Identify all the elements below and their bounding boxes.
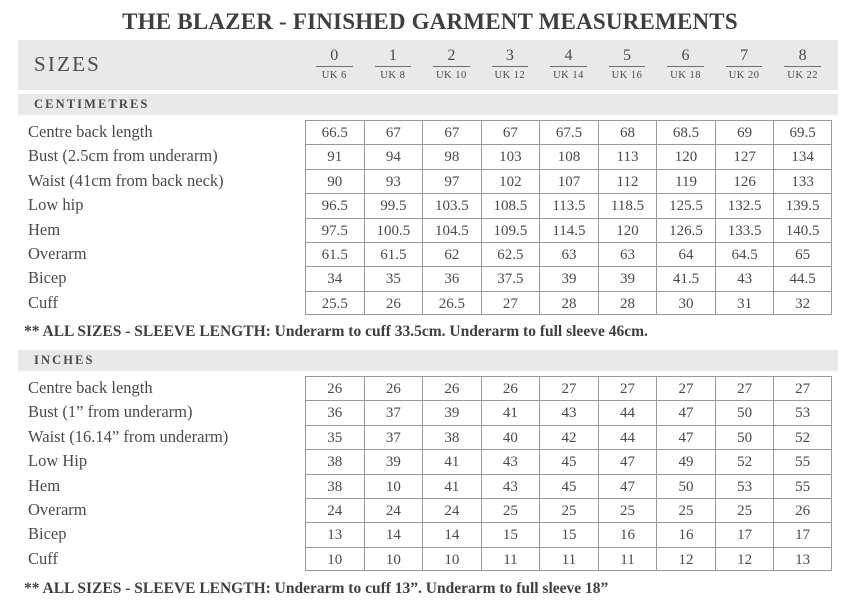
measurement-cell: 102 <box>481 169 540 193</box>
measurement-cell: 133.5 <box>715 218 774 242</box>
measurement-cell: 30 <box>656 291 715 315</box>
measurement-cell: 43 <box>481 449 540 473</box>
measurement-cell: 53 <box>715 474 774 498</box>
measurement-cell: 17 <box>715 522 774 546</box>
measurement-label: Centre back length <box>28 122 153 141</box>
size-number: 4 <box>550 46 587 67</box>
measurement-cell: 41.5 <box>656 266 715 290</box>
table-row <box>0 169 860 193</box>
measurement-cell: 44 <box>598 400 657 424</box>
measurement-cell: 64 <box>656 242 715 266</box>
measurement-cell: 52 <box>715 449 774 473</box>
measurement-cell: 41 <box>481 400 540 424</box>
measurement-label: Cuff <box>28 292 58 312</box>
measurement-cell: 26 <box>364 291 423 315</box>
size-uk-equivalent: UK 8 <box>380 70 406 81</box>
measurement-cell: 69 <box>715 120 774 144</box>
measurement-cell: 15 <box>539 522 598 546</box>
measurement-cell: 134 <box>773 144 832 168</box>
measurement-cell: 25 <box>539 498 598 522</box>
table-row <box>0 376 860 400</box>
measurement-cell: 10 <box>364 547 423 571</box>
measurement-values <box>305 522 832 546</box>
measurement-cell: 44.5 <box>773 266 832 290</box>
size-number: 3 <box>492 46 529 67</box>
measurement-label: Centre back length <box>28 378 153 397</box>
measurement-cell: 64.5 <box>715 242 774 266</box>
measurement-cell: 14 <box>364 522 423 546</box>
measurement-cell: 27 <box>598 376 657 400</box>
measurement-values <box>305 193 832 217</box>
size-uk-equivalent: UK 18 <box>670 70 701 81</box>
table-row <box>0 474 860 498</box>
measurement-cell: 14 <box>422 522 481 546</box>
measurement-cell: 114.5 <box>539 218 598 242</box>
measurement-label: Bicep <box>28 524 67 544</box>
measurement-cell: 37.5 <box>481 266 540 290</box>
table-row <box>0 218 860 242</box>
measurement-cell: 39 <box>539 266 598 290</box>
table-row <box>0 266 860 290</box>
measurement-cell: 47 <box>656 400 715 424</box>
measurement-cell: 41 <box>422 474 481 498</box>
measurement-cell: 42 <box>539 425 598 449</box>
table-row <box>0 547 860 571</box>
measurement-cell: 62.5 <box>481 242 540 266</box>
measurement-cell: 108 <box>539 144 598 168</box>
measurement-cell: 35 <box>305 425 364 449</box>
measurement-cell: 140.5 <box>773 218 832 242</box>
inches-table <box>0 376 860 571</box>
table-row <box>0 144 860 168</box>
measurement-label: Cuff <box>28 548 58 568</box>
size-column-header <box>422 46 481 81</box>
measurement-values <box>305 120 832 144</box>
measurement-cell: 93 <box>364 169 423 193</box>
measurement-cell: 108.5 <box>481 193 540 217</box>
size-column-header <box>364 46 423 81</box>
measurement-cell: 26 <box>364 376 423 400</box>
measurement-cell: 25 <box>715 498 774 522</box>
measurement-cell: 28 <box>539 291 598 315</box>
measurement-cell: 10 <box>305 547 364 571</box>
measurement-cell: 113 <box>598 144 657 168</box>
measurement-cell: 27 <box>481 291 540 315</box>
centimetres-table <box>0 120 860 315</box>
measurement-cell: 49 <box>656 449 715 473</box>
measurement-cell: 127 <box>715 144 774 168</box>
table-row <box>0 400 860 424</box>
size-number: 2 <box>433 46 470 67</box>
measurement-cell: 37 <box>364 400 423 424</box>
measurement-cell: 50 <box>715 400 774 424</box>
size-column-header <box>598 46 657 81</box>
measurement-cell: 103 <box>481 144 540 168</box>
measurement-cell: 52 <box>773 425 832 449</box>
measurement-cell: 91 <box>305 144 364 168</box>
measurement-cell: 39 <box>364 449 423 473</box>
measurement-cell: 113.5 <box>539 193 598 217</box>
measurement-cell: 40 <box>481 425 540 449</box>
measurement-cell: 43 <box>539 400 598 424</box>
inches-sleeve-note: ** ALL SIZES - SLEEVE LENGTH: Underarm to cuff 13”. Underarm to full sleeve 18” <box>24 580 609 597</box>
size-number: 7 <box>726 46 763 67</box>
table-row <box>0 522 860 546</box>
measurement-values <box>305 498 832 522</box>
measurement-cell: 26 <box>305 376 364 400</box>
measurement-cell: 125.5 <box>656 193 715 217</box>
inches-section-label: INCHES <box>34 353 95 367</box>
measurement-cell: 13 <box>305 522 364 546</box>
size-number: 5 <box>609 46 646 67</box>
measurement-cell: 69.5 <box>773 120 832 144</box>
measurement-cell: 100.5 <box>364 218 423 242</box>
measurement-cell: 27 <box>656 376 715 400</box>
measurement-cell: 112 <box>598 169 657 193</box>
measurement-cell: 67 <box>481 120 540 144</box>
measurement-label: Hem <box>28 475 61 495</box>
measurement-cell: 17 <box>773 522 832 546</box>
measurement-cell: 61.5 <box>305 242 364 266</box>
measurement-cell: 45 <box>539 474 598 498</box>
measurement-label: Bust (2.5cm from underarm) <box>28 146 218 166</box>
measurement-cell: 45 <box>539 449 598 473</box>
measurement-cell: 38 <box>305 474 364 498</box>
measurement-label: Bicep <box>28 268 67 288</box>
size-number: 6 <box>667 46 704 67</box>
measurement-cell: 120 <box>656 144 715 168</box>
measurement-values <box>305 169 832 193</box>
measurement-values <box>305 266 832 290</box>
measurement-cell: 50 <box>656 474 715 498</box>
measurement-cell: 67 <box>364 120 423 144</box>
measurement-values <box>305 376 832 400</box>
measurement-cell: 96.5 <box>305 193 364 217</box>
measurement-cell: 68.5 <box>656 120 715 144</box>
measurement-cell: 27 <box>715 376 774 400</box>
size-column-header <box>539 46 598 81</box>
measurement-cell: 97 <box>422 169 481 193</box>
measurement-cell: 25 <box>656 498 715 522</box>
size-column-header <box>481 46 540 81</box>
measurement-values <box>305 144 832 168</box>
measurement-cell: 63 <box>539 242 598 266</box>
measurement-values <box>305 474 832 498</box>
measurement-cell: 99.5 <box>364 193 423 217</box>
measurement-cell: 55 <box>773 449 832 473</box>
size-column-header <box>773 46 832 81</box>
measurement-cell: 126.5 <box>656 218 715 242</box>
measurement-cell: 133 <box>773 169 832 193</box>
table-row <box>0 449 860 473</box>
measurement-cell: 44 <box>598 425 657 449</box>
measurement-values <box>305 242 832 266</box>
measurement-cell: 10 <box>364 474 423 498</box>
measurement-cell: 34 <box>305 266 364 290</box>
measurement-cell: 62 <box>422 242 481 266</box>
measurement-cell: 90 <box>305 169 364 193</box>
measurement-cell: 97.5 <box>305 218 364 242</box>
size-uk-equivalent: UK 16 <box>611 70 643 81</box>
measurement-cell: 94 <box>364 144 423 168</box>
size-uk-equivalent: UK 10 <box>435 70 467 81</box>
table-row <box>0 425 860 449</box>
centimetres-section-label: CENTIMETRES <box>34 97 150 111</box>
measurement-cell: 120 <box>598 218 657 242</box>
measurement-cell: 41 <box>422 449 481 473</box>
measurement-label: Bust (1” from underarm) <box>28 402 193 422</box>
measurement-cell: 66.5 <box>305 120 364 144</box>
measurement-values <box>305 400 832 424</box>
measurement-cell: 16 <box>656 522 715 546</box>
size-number: 1 <box>375 46 412 67</box>
measurement-cell: 16 <box>598 522 657 546</box>
measurement-cell: 109.5 <box>481 218 540 242</box>
measurement-cell: 11 <box>539 547 598 571</box>
measurement-cell: 126 <box>715 169 774 193</box>
size-column-header <box>715 46 774 81</box>
measurement-cell: 104.5 <box>422 218 481 242</box>
measurement-label: Overarm <box>28 243 87 263</box>
measurement-label: Low hip <box>28 195 84 215</box>
measurement-cell: 67 <box>422 120 481 144</box>
measurement-cell: 27 <box>773 376 832 400</box>
size-uk-equivalent: UK 12 <box>494 70 526 81</box>
measurement-label: Waist (41cm from back neck) <box>28 170 224 190</box>
measurement-cell: 35 <box>364 266 423 290</box>
measurement-cell: 12 <box>656 547 715 571</box>
measurement-values <box>305 291 832 315</box>
measurement-cell: 98 <box>422 144 481 168</box>
sizes-label: SIZES <box>34 52 102 76</box>
measurement-cell: 103.5 <box>422 193 481 217</box>
measurement-cell: 65 <box>773 242 832 266</box>
size-uk-equivalent: UK 22 <box>787 70 819 81</box>
measurement-values <box>305 425 832 449</box>
measurement-cell: 47 <box>598 449 657 473</box>
measurement-label: Hem <box>28 219 61 239</box>
measurement-cell: 26 <box>422 376 481 400</box>
table-row <box>0 242 860 266</box>
measurement-cell: 25.5 <box>305 291 364 315</box>
size-number: 8 <box>784 46 821 67</box>
inches-section-band <box>18 350 838 371</box>
measurement-cell: 28 <box>598 291 657 315</box>
measurement-cell: 26 <box>481 376 540 400</box>
measurement-cell: 26 <box>773 498 832 522</box>
measurement-cell: 25 <box>481 498 540 522</box>
measurement-cell: 37 <box>364 425 423 449</box>
table-row <box>0 193 860 217</box>
measurement-cell: 15 <box>481 522 540 546</box>
measurement-cell: 13 <box>773 547 832 571</box>
measurement-cell: 36 <box>422 266 481 290</box>
measurement-cell: 43 <box>481 474 540 498</box>
measurement-cell: 10 <box>422 547 481 571</box>
measurement-cell: 12 <box>715 547 774 571</box>
measurement-cell: 38 <box>422 425 481 449</box>
measurement-cell: 11 <box>598 547 657 571</box>
measurement-cell: 39 <box>598 266 657 290</box>
measurement-cell: 139.5 <box>773 193 832 217</box>
measurement-cell: 26.5 <box>422 291 481 315</box>
table-row <box>0 498 860 522</box>
measurement-cell: 47 <box>656 425 715 449</box>
measurement-values <box>305 547 832 571</box>
centimetres-sleeve-note: ** ALL SIZES - SLEEVE LENGTH: Underarm to cuff 33.5cm. Underarm to full sleeve 46cm. <box>24 323 648 340</box>
measurement-cell: 53 <box>773 400 832 424</box>
size-column-header <box>305 46 364 81</box>
measurement-label: Waist (16.14” from underarm) <box>28 426 229 446</box>
size-column-headers <box>305 46 832 81</box>
measurement-cell: 32 <box>773 291 832 315</box>
measurement-values <box>305 449 832 473</box>
page-title: THE BLAZER - FINISHED GARMENT MEASUREMENTS <box>122 9 738 34</box>
measurement-cell: 63 <box>598 242 657 266</box>
measurement-cell: 36 <box>305 400 364 424</box>
measurement-cell: 61.5 <box>364 242 423 266</box>
measurement-cell: 47 <box>598 474 657 498</box>
table-row <box>0 291 860 315</box>
size-uk-equivalent: UK 14 <box>553 70 584 81</box>
measurement-values <box>305 218 832 242</box>
measurement-cell: 68 <box>598 120 657 144</box>
measurement-cell: 67.5 <box>539 120 598 144</box>
size-column-header <box>656 46 715 81</box>
measurement-cell: 119 <box>656 169 715 193</box>
measurement-cell: 118.5 <box>598 193 657 217</box>
measurement-cell: 24 <box>364 498 423 522</box>
measurement-cell: 39 <box>422 400 481 424</box>
measurement-cell: 27 <box>539 376 598 400</box>
measurement-cell: 11 <box>481 547 540 571</box>
measurement-cell: 38 <box>305 449 364 473</box>
measurement-label: Low Hip <box>28 451 88 471</box>
measurement-cell: 50 <box>715 425 774 449</box>
measurement-cell: 43 <box>715 266 774 290</box>
measurement-cell: 31 <box>715 291 774 315</box>
measurement-cell: 132.5 <box>715 193 774 217</box>
measurement-cell: 25 <box>598 498 657 522</box>
measurement-cell: 55 <box>773 474 832 498</box>
size-uk-equivalent: UK 6 <box>321 70 347 81</box>
size-number: 0 <box>316 46 353 67</box>
measurement-cell: 24 <box>305 498 364 522</box>
table-row <box>0 120 860 144</box>
measurement-label: Overarm <box>28 499 87 519</box>
measurement-cell: 107 <box>539 169 598 193</box>
size-uk-equivalent: UK 20 <box>728 70 760 81</box>
measurement-cell: 24 <box>422 498 481 522</box>
